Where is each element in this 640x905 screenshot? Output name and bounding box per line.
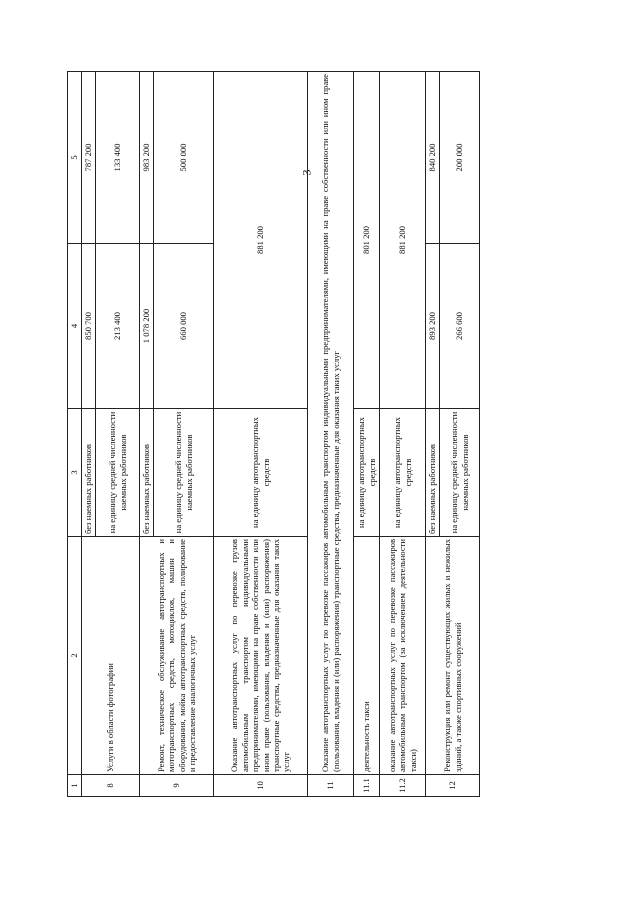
table-row — [354, 72, 380, 797]
row-col5-value: 840 200 — [426, 72, 440, 244]
row-merged-value: 881 200 — [380, 72, 426, 409]
row-merged-value: 881 200 — [214, 72, 308, 409]
rotated-table-wrapper — [67, 72, 484, 797]
row-category-label: без наемных работников — [140, 409, 154, 537]
row-category-label: на единицу автотранспортных средств — [380, 409, 426, 537]
table-row — [426, 72, 440, 797]
row-number: 11.1 — [354, 775, 380, 797]
row-col4-value: 1 078 200 — [140, 244, 154, 409]
row-col5-value: 983 200 — [140, 72, 154, 244]
row-col4-value: 850 700 — [82, 244, 96, 409]
row-number: 10 — [214, 775, 308, 797]
row-category-label: без наемных работников — [426, 409, 440, 537]
table-row — [308, 72, 354, 797]
row-number: 9 — [140, 775, 214, 797]
header-cell-2: 2 — [68, 537, 82, 775]
row-col4-value: 266 600 — [440, 244, 480, 409]
table-header-row — [68, 72, 82, 797]
row-col5-value: 500 000 — [154, 72, 214, 244]
row-activity-name: оказание автотранспортных услуг по перевозке пассажиров автомобильным транспортом (за исключением деятельности такси) — [380, 537, 426, 775]
row-col5-value: 787 200 — [82, 72, 96, 244]
table-row — [140, 72, 154, 797]
row-number: 11.2 — [380, 775, 426, 797]
tax-income-table — [67, 71, 480, 797]
row-category-label: без наемных работников — [82, 409, 96, 537]
row-number: 12 — [426, 775, 480, 797]
row-col5-value: 200 000 — [440, 72, 480, 244]
row-category-label: на единицу автотранспортных средств — [214, 409, 308, 537]
row-col4-value: 893 200 — [426, 244, 440, 409]
row-activity-name: Оказание автотранспортных услуг по перевозке грузов автомобильным транспортом индивидуальными предпринимателями, имеющими на праве собственности или ином праве (пользования, владения и (или) распоряжения) транспортные средства, предназначенные для оказания таких услуг — [214, 537, 308, 775]
row-number: 8 — [82, 775, 140, 797]
header-cell-5: 5 — [68, 72, 82, 244]
row-activity-name: Реконструкция или ремонт существующих жилых и нежилых зданий, а также спортивных сооружений — [426, 537, 480, 775]
header-cell-1: 1 — [68, 775, 82, 797]
table-row — [82, 72, 96, 797]
row-number: 11 — [308, 775, 354, 797]
row-category-label: на единицу средней численности наемных работников — [440, 409, 480, 537]
row-col4-value: 660 000 — [154, 244, 214, 409]
row-section-title: Оказание автотранспортных услуг по перевозке пассажиров автомобильным транспортом индивидуальными предпринимателями, имеющими на праве собственности или ином праве (пользования, владения и (или) распоряжения) транспортные средства, предназначенные для оказания таких услуг — [308, 72, 354, 775]
row-category-label: на единицу средней численности наемных работников — [154, 409, 214, 537]
row-col5-value: 133 400 — [96, 72, 140, 244]
row-category-label: на единицу средней численности наемных работников — [96, 409, 140, 537]
header-cell-3: 3 — [68, 409, 82, 537]
row-col4-value: 213 400 — [96, 244, 140, 409]
row-activity-name: Ремонт, техническое обслуживание автотранспортных и мототранспортных средств, мотоциклов, машин и оборудования, мойка автотранспортных средств, полирование и предоставление аналогичных услуг — [140, 537, 214, 775]
row-activity-name: деятельность такси — [354, 537, 380, 775]
page-number: 3 — [299, 169, 314, 176]
row-activity-name: Услуги в области фотографии — [82, 537, 140, 775]
table-row — [214, 72, 308, 797]
table-row — [380, 72, 426, 797]
row-merged-value: 801 200 — [354, 72, 380, 409]
header-cell-4: 4 — [68, 244, 82, 409]
row-category-label: на единицу автотранспортных средств — [354, 409, 380, 537]
